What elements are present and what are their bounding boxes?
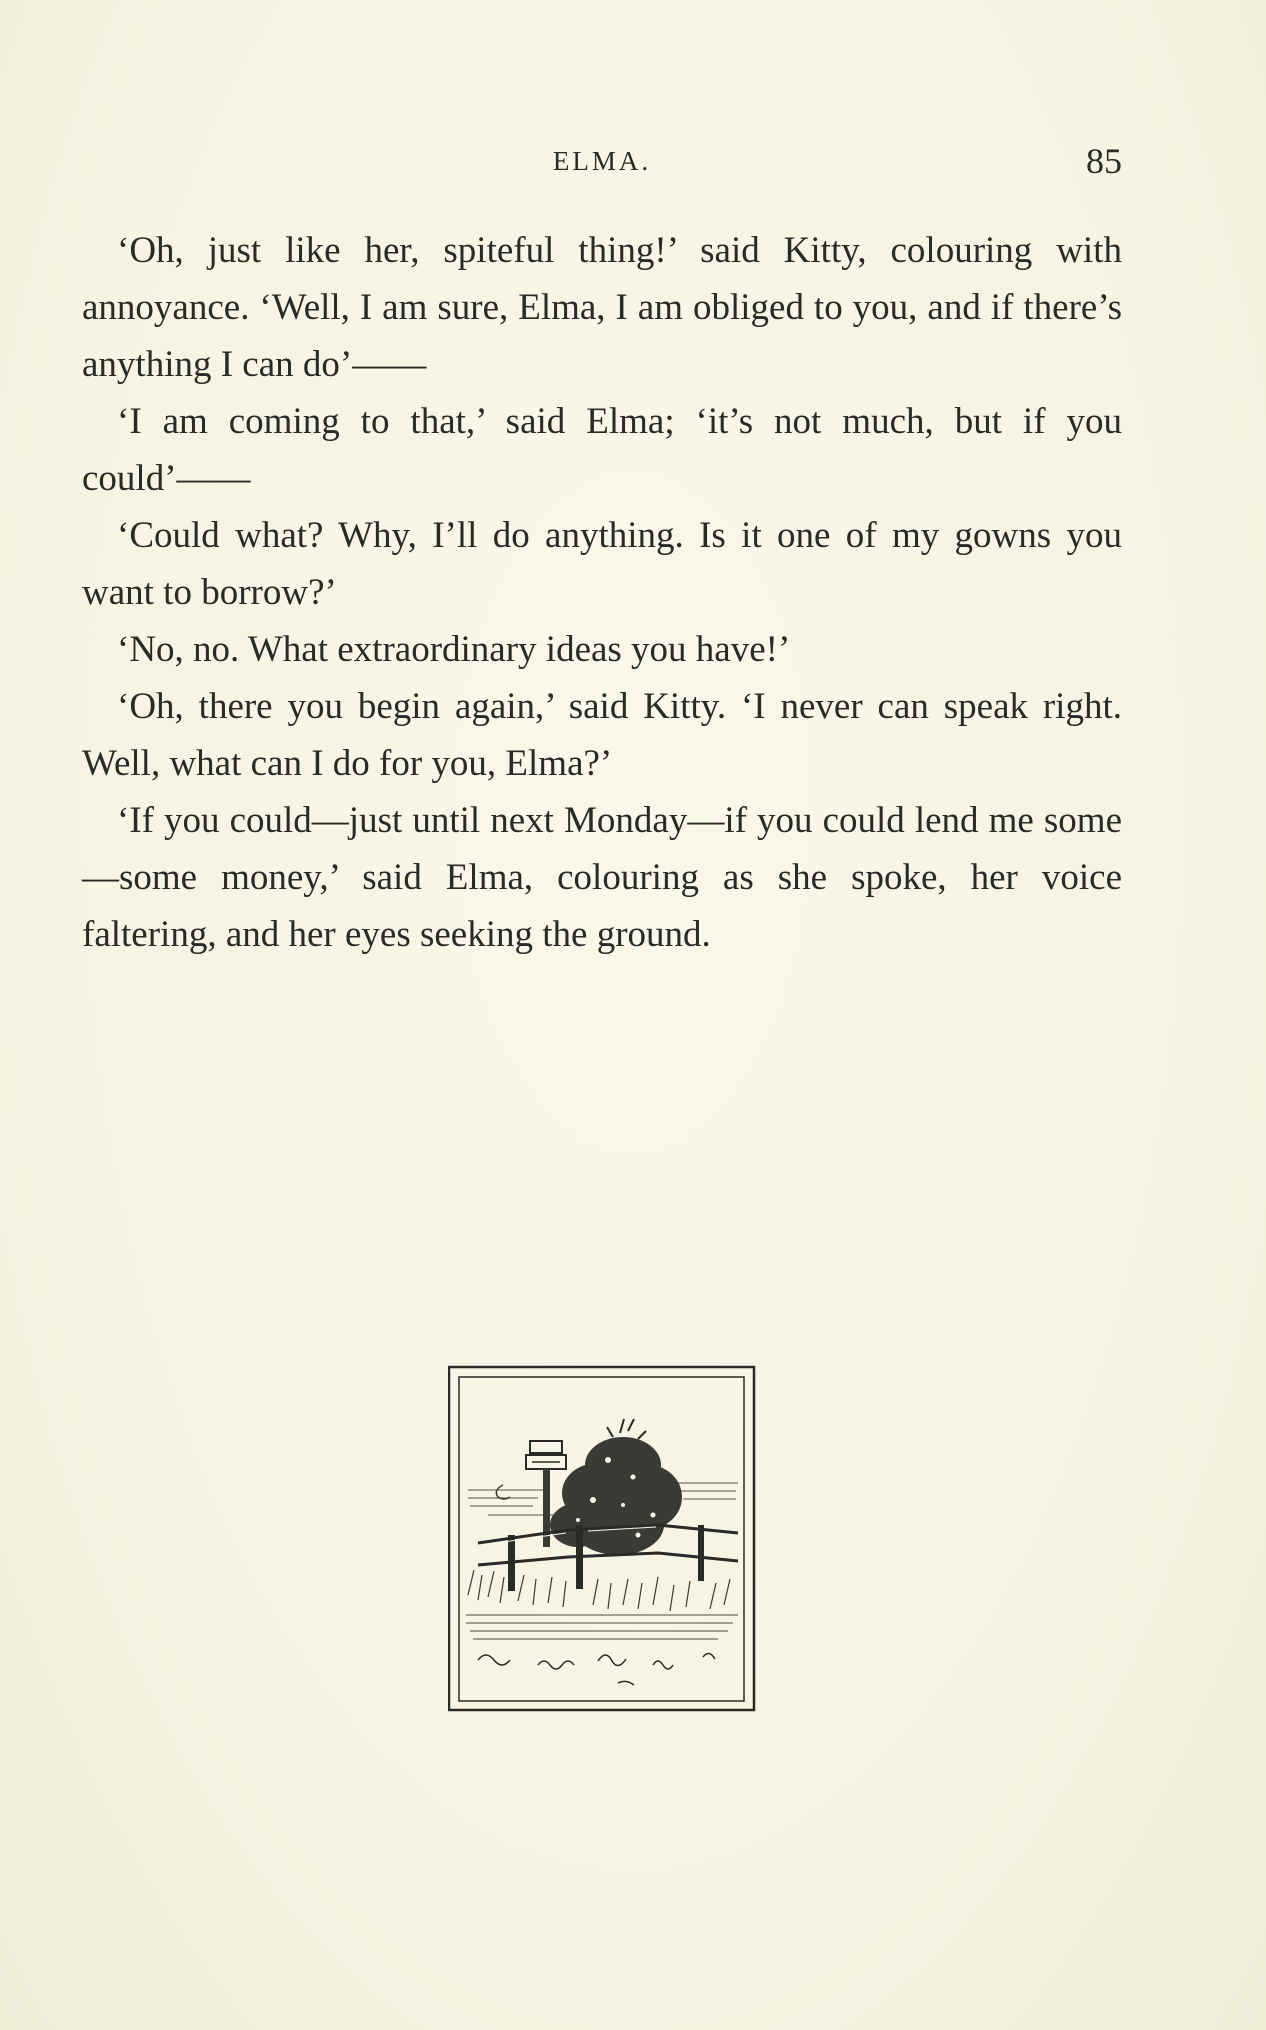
paragraph: ‘I am coming to that,’ said Elma; ‘it’s not much, but if you could’——: [82, 401, 1122, 499]
page-number: 85: [1086, 141, 1122, 181]
paragraph: ‘If you could—just until next Monday—if you could lend me some—some money,’ said Elma, colouring as she spoke, her voice faltering, and her eyes seeking the ground.: [82, 800, 1122, 955]
body-text: [82, 222, 1122, 963]
engraved-vignette-illustration: [448, 1365, 758, 1713]
paragraph: ‘Oh, there you begin again,’ said Kitty. ‘I never can speak right. Well, what can I do for you, Elma?’: [82, 686, 1122, 784]
running-head: [82, 140, 1122, 184]
running-title: ELMA.: [552, 146, 652, 176]
paragraph: ‘Oh, just like her, spiteful thing!’ said Kitty, colouring with annoyance. ‘Well, I am sure, Elma, I am obliged to you, and if there’s anything I can do’——: [82, 230, 1122, 385]
paragraph: ‘No, no. What extraordinary ideas you have!’: [117, 629, 791, 670]
paragraph: ‘Could what? Why, I’ll do anything. Is it one of my gowns you want to borrow?’: [82, 515, 1122, 613]
